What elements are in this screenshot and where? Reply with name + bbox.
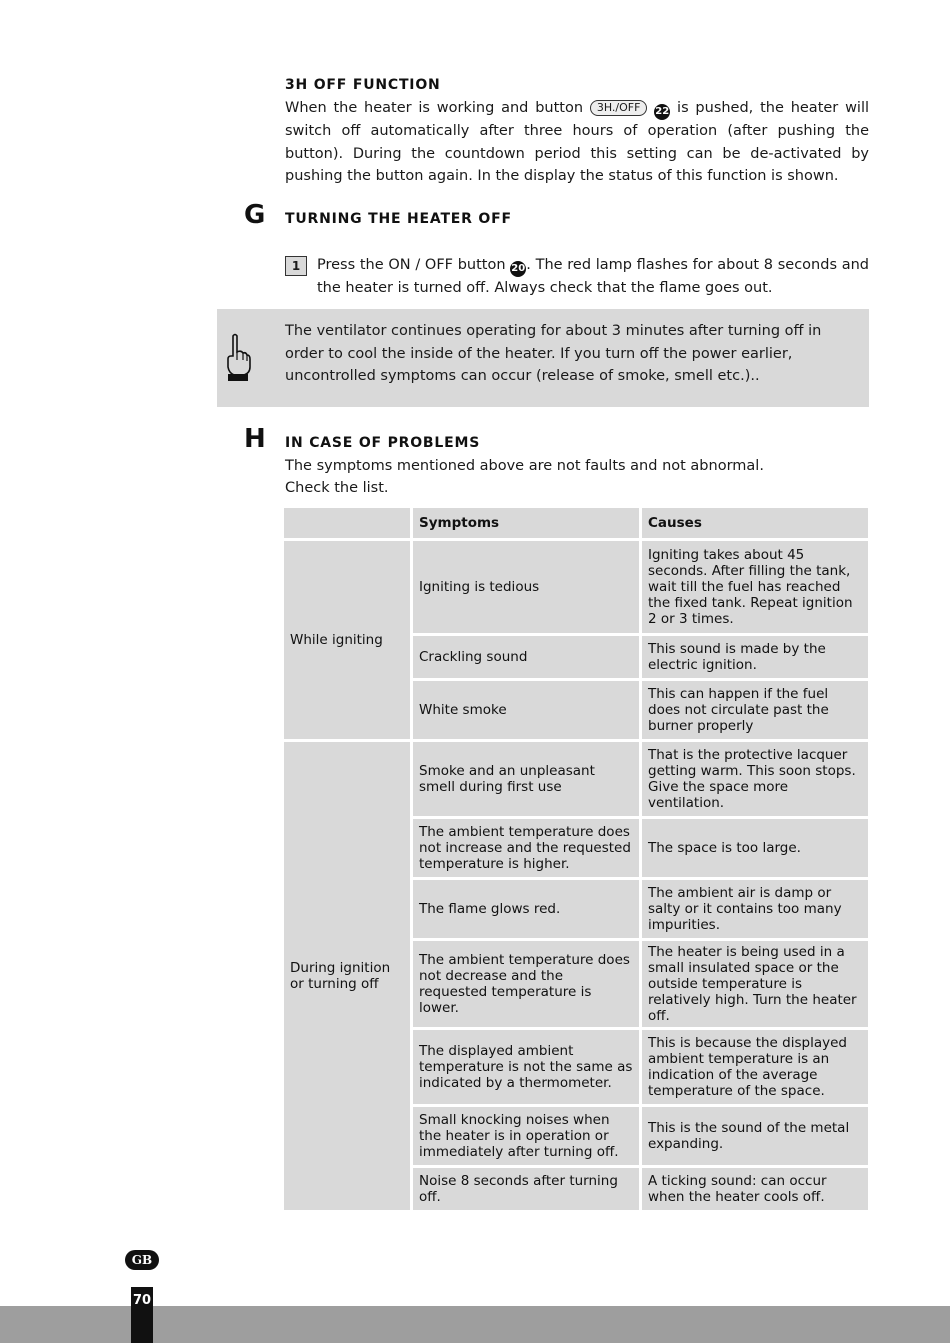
table-row <box>284 742 868 816</box>
symptom-cell: White smoke <box>413 681 639 739</box>
section-g-title: TURNING THE HEATER OFF <box>285 211 512 227</box>
symptom-cell: The ambient temperature does not increase and the requested temperature is higher. <box>413 819 639 877</box>
symptom-cell: Igniting is tedious <box>413 541 639 633</box>
cause-cell: Igniting takes about 45 seconds. After filling the tank, wait till the fuel has reached the fixed tank. Repeat ignition 2 or 3 times. <box>642 541 868 633</box>
pointing-hand-icon <box>222 332 252 384</box>
symptom-cell: Noise 8 seconds after turning off. <box>413 1168 639 1210</box>
cause-cell: A ticking sound: can occur when the heater cools off. <box>642 1168 868 1210</box>
section-h-intro-1: The symptoms mentioned above are not faults and not abnormal. <box>285 458 764 474</box>
step-1-text-after: . The red lamp flashes for about 8 seconds and the heater is turned off. Always check that the flame goes out. <box>317 257 869 296</box>
step-1-text-before: Press the ON / OFF button <box>317 257 511 273</box>
language-badge: GB <box>125 1250 159 1270</box>
cause-cell: This is the sound of the metal expanding. <box>642 1107 868 1165</box>
step-1-text <box>317 254 869 300</box>
section-g-letter: G <box>244 200 266 230</box>
table-header-symptoms: Symptoms <box>413 508 639 538</box>
cause-cell: This sound is made by the electric ignition. <box>642 636 868 678</box>
symptom-cell: Smoke and an unpleasant smell during first use <box>413 742 639 816</box>
cause-cell: The heater is being used in a small insulated space or the outside temperature is relatively high. Turn the heater off. <box>642 941 868 1027</box>
symptom-cell: The flame glows red. <box>413 880 639 938</box>
cause-cell: This is because the displayed ambient temperature is an indication of the average temperature of the space. <box>642 1030 868 1104</box>
reference-number-22: 22 <box>654 104 670 120</box>
troubleshooting-table <box>281 505 871 1213</box>
cause-cell: That is the protective lacquer getting warm. This soon stops. Give the space more ventilation. <box>642 742 868 816</box>
section-3h-text-before: When the heater is working and button <box>285 100 590 116</box>
table-row <box>284 541 868 633</box>
symptom-cell: The displayed ambient temperature is not the same as indicated by a thermometer. <box>413 1030 639 1104</box>
group-label-during-ignition: During ignition or turning off <box>284 742 410 1210</box>
step-number-box: 1 <box>285 256 307 276</box>
cause-cell: The space is too large. <box>642 819 868 877</box>
page-number-tab <box>131 1287 153 1343</box>
section-3h-text-after: is pushed, the heater will switch off automatically after three hours of operation (after pushing the button). During the countdown period this setting can be de-activated by pushing the button again. In the display the status of this function is shown. <box>285 100 870 184</box>
table-header-empty <box>284 508 410 538</box>
symptom-cell: Small knocking noises when the heater is in operation or immediately after turning off. <box>413 1107 639 1165</box>
cause-cell: The ambient air is damp or salty or it contains too many impurities. <box>642 880 868 938</box>
section-h-intro-2: Check the list. <box>285 480 389 496</box>
3h-off-button-label: 3H./OFF <box>590 100 648 116</box>
section-h-title: IN CASE OF PROBLEMS <box>285 435 481 451</box>
cause-cell: This can happen if the fuel does not circulate past the burner properly <box>642 681 868 739</box>
table-header-row <box>284 508 868 538</box>
symptom-cell: The ambient temperature does not decrease and the requested temperature is lower. <box>413 941 639 1027</box>
table-header-causes: Causes <box>642 508 868 538</box>
section-h-letter: H <box>244 424 266 454</box>
section-3h-title: 3H OFF FUNCTION <box>285 77 441 93</box>
symptom-cell: Crackling sound <box>413 636 639 678</box>
section-3h-text <box>285 97 869 188</box>
group-label-while-igniting: While igniting <box>284 541 410 739</box>
page-number: 70 <box>132 1293 152 1308</box>
note-text: The ventilator continues operating for about 3 minutes after turning off in order to cool the inside of the heater. If you turn off the power earlier, uncontrolled symptoms can occur (release of smoke, smell etc.).. <box>285 323 822 384</box>
reference-number-20: 20 <box>510 261 526 277</box>
